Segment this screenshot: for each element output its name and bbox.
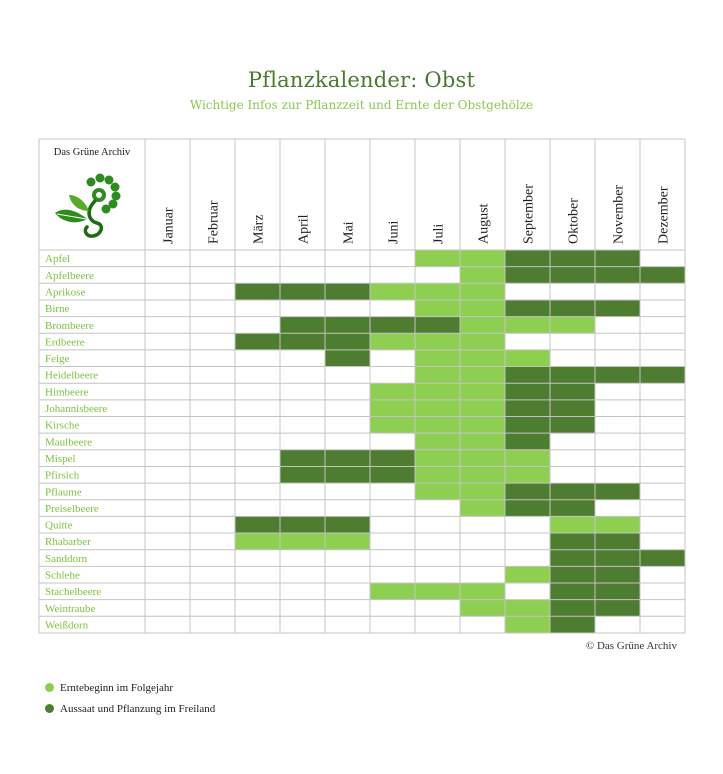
row-label: Weintraube: [45, 602, 96, 615]
calendar-cell-harvest: [460, 250, 505, 267]
calendar-cell-planting: [325, 283, 370, 300]
calendar-cell-planting: [370, 466, 415, 483]
row-label: Feige: [45, 353, 70, 366]
page-title: Pflanzkalender: Obst: [247, 68, 476, 92]
calendar-cell-planting: [280, 466, 325, 483]
month-header: August: [476, 203, 492, 244]
legend-item-planting: [45, 703, 215, 715]
calendar-cell-planting: [235, 516, 280, 533]
calendar-cell-planting: [280, 516, 325, 533]
calendar-cell-harvest: [460, 317, 505, 334]
month-header: Januar: [161, 207, 177, 244]
calendar-cell-planting: [235, 283, 280, 300]
calendar-cell-planting: [280, 333, 325, 350]
month-header: Dezember: [656, 186, 672, 244]
calendar-cell-planting: [505, 433, 550, 450]
calendar-cell-harvest: [460, 466, 505, 483]
calendar-cell-planting: [595, 300, 640, 317]
calendar-cell-planting: [595, 483, 640, 500]
calendar-cell-harvest: [550, 317, 595, 334]
calendar-cell-harvest: [415, 417, 460, 434]
row-label: Sanddorn: [45, 552, 88, 565]
calendar-cell-harvest: [325, 533, 370, 550]
calendar-cell-harvest: [370, 383, 415, 400]
calendar-cell-planting: [595, 566, 640, 583]
calendar-cell-harvest: [415, 466, 460, 483]
calendar-cell-planting: [280, 450, 325, 467]
calendar-cell-planting: [550, 550, 595, 567]
calendar-cell-harvest: [415, 400, 460, 417]
calendar-cell-planting: [505, 250, 550, 267]
calendar-cell-harvest: [505, 450, 550, 467]
calendar-cell-planting: [325, 350, 370, 367]
calendar-cell-harvest: [460, 283, 505, 300]
calendar-cell-harvest: [595, 516, 640, 533]
month-header: September: [521, 184, 537, 244]
calendar-cell-harvest: [415, 367, 460, 384]
calendar-cell-planting: [505, 300, 550, 317]
calendar-cell-harvest: [505, 600, 550, 617]
copyright-note: © Das Grüne Archiv: [585, 640, 677, 652]
calendar-cell-planting: [550, 616, 595, 633]
calendar-cell-harvest: [370, 583, 415, 600]
calendar-cell-harvest: [460, 400, 505, 417]
calendar-cell-harvest: [505, 616, 550, 633]
row-label: Pfirsich: [45, 469, 80, 482]
calendar-cell-harvest: [460, 483, 505, 500]
calendar-cell-harvest: [415, 583, 460, 600]
row-label: Pflaume: [45, 486, 82, 499]
calendar-cell-harvest: [505, 566, 550, 583]
calendar-cell-harvest: [280, 533, 325, 550]
calendar-cell-harvest: [550, 516, 595, 533]
calendar-cell-harvest: [460, 367, 505, 384]
calendar-cell-harvest: [460, 450, 505, 467]
row-label: Maulbeere: [45, 436, 93, 449]
calendar-cell-harvest: [415, 250, 460, 267]
calendar-cell-planting: [505, 417, 550, 434]
calendar-cell-harvest: [460, 600, 505, 617]
row-label: Birne: [45, 303, 70, 316]
calendar-cell-planting: [550, 533, 595, 550]
legend-label: Erntebeginn im Folgejahr: [60, 682, 174, 694]
row-label: Schlehe: [45, 569, 80, 582]
calendar-cell-planting: [550, 250, 595, 267]
logo-text: Das Grüne Archiv: [53, 147, 131, 158]
calendar-cell-harvest: [415, 300, 460, 317]
row-label: Kirsche: [45, 419, 80, 432]
calendar-cell-harvest: [460, 500, 505, 517]
calendar-cell-harvest: [505, 350, 550, 367]
calendar-cell-planting: [550, 600, 595, 617]
calendar-cell-harvest: [460, 267, 505, 284]
row-label: Weißdorn: [45, 619, 89, 632]
calendar-cell-planting: [595, 550, 640, 567]
calendar-cell-planting: [595, 583, 640, 600]
calendar-cell-harvest: [370, 417, 415, 434]
calendar-cell-harvest: [415, 383, 460, 400]
row-label: Erdbeere: [45, 336, 85, 349]
row-label: Aprikose: [45, 286, 86, 299]
calendar-cell-planting: [550, 383, 595, 400]
calendar-cell-planting: [325, 450, 370, 467]
calendar-cell-planting: [505, 383, 550, 400]
legend-item-harvest: [45, 682, 173, 694]
calendar-cell-planting: [550, 267, 595, 284]
calendar-cell-harvest: [370, 283, 415, 300]
calendar-cell-harvest: [370, 333, 415, 350]
calendar-cell-harvest: [460, 383, 505, 400]
calendar-cell-planting: [550, 583, 595, 600]
month-header: Februar: [206, 200, 222, 244]
logo: [39, 139, 145, 250]
calendar-cell-harvest: [460, 333, 505, 350]
month-header: März: [251, 214, 267, 244]
row-label: Himbeere: [45, 386, 89, 399]
calendar-cell-planting: [595, 600, 640, 617]
calendar-cell-harvest: [460, 350, 505, 367]
row-label: Apfelbeere: [45, 269, 94, 282]
legend-swatch-dark: [45, 704, 54, 713]
calendar-cell-planting: [325, 516, 370, 533]
calendar-cell-planting: [640, 267, 685, 284]
row-label: Heidelbeere: [45, 369, 99, 382]
calendar-cell-planting: [235, 333, 280, 350]
calendar-cell-planting: [595, 367, 640, 384]
calendar-cell-harvest: [460, 433, 505, 450]
calendar-cell-planting: [505, 483, 550, 500]
calendar-cell-planting: [595, 533, 640, 550]
month-header: Juli: [431, 223, 447, 244]
row-label: Apfel: [45, 253, 71, 266]
calendar-cell-planting: [550, 367, 595, 384]
month-header: Oktober: [566, 198, 582, 244]
calendar-cell-harvest: [415, 450, 460, 467]
calendar-cell-planting: [325, 333, 370, 350]
row-label: Quitte: [45, 519, 73, 532]
calendar-cell-planting: [550, 400, 595, 417]
row-label: Preiselbeere: [45, 502, 99, 515]
calendar-cell-harvest: [505, 317, 550, 334]
calendar-cell-harvest: [415, 283, 460, 300]
month-header: November: [611, 184, 627, 244]
calendar-cell-harvest: [460, 417, 505, 434]
calendar-cell-harvest: [460, 300, 505, 317]
calendar-cell-harvest: [505, 466, 550, 483]
calendar-cell-harvest: [370, 400, 415, 417]
row-label: Johannisbeere: [45, 403, 108, 415]
calendar-cell-planting: [415, 317, 460, 334]
calendar-cell-planting: [640, 550, 685, 567]
flower-leaf-icon: [39, 139, 145, 250]
calendar-cell-planting: [550, 566, 595, 583]
row-label: Stachelbeere: [45, 586, 102, 599]
legend-swatch-light: [45, 683, 54, 692]
month-header: Mai: [341, 221, 357, 244]
calendar-cell-harvest: [415, 433, 460, 450]
calendar-cell-planting: [550, 483, 595, 500]
calendar-cell-harvest: [415, 350, 460, 367]
calendar-cell-planting: [640, 367, 685, 384]
calendar-cell-planting: [280, 283, 325, 300]
month-header: April: [296, 214, 312, 244]
calendar-cell-planting: [550, 417, 595, 434]
calendar-cell-harvest: [415, 483, 460, 500]
calendar-cell-planting: [505, 267, 550, 284]
month-header: Juni: [386, 220, 402, 244]
calendar-cell-planting: [370, 450, 415, 467]
calendar-cell-planting: [325, 466, 370, 483]
legend-label: Aussaat und Pflanzung im Freiland: [60, 703, 216, 715]
row-label: Brombeere: [45, 319, 94, 332]
calendar-cell-harvest: [460, 583, 505, 600]
calendar-cell-planting: [370, 317, 415, 334]
calendar-cell-planting: [505, 400, 550, 417]
calendar-cell-planting: [550, 500, 595, 517]
row-label: Rhabarber: [45, 536, 91, 549]
calendar-cell-planting: [595, 250, 640, 267]
row-label: Mispel: [45, 452, 76, 465]
calendar-cell-planting: [280, 317, 325, 334]
calendar-cell-planting: [505, 500, 550, 517]
calendar-cell-planting: [505, 367, 550, 384]
page-subtitle: Wichtige Infos zur Pflanzzeit und Ernte der Obstgehölze: [189, 98, 534, 112]
calendar-cell-planting: [595, 267, 640, 284]
calendar-cell-planting: [325, 317, 370, 334]
calendar-cell-planting: [550, 300, 595, 317]
calendar-cell-harvest: [235, 533, 280, 550]
calendar-cell-harvest: [415, 333, 460, 350]
